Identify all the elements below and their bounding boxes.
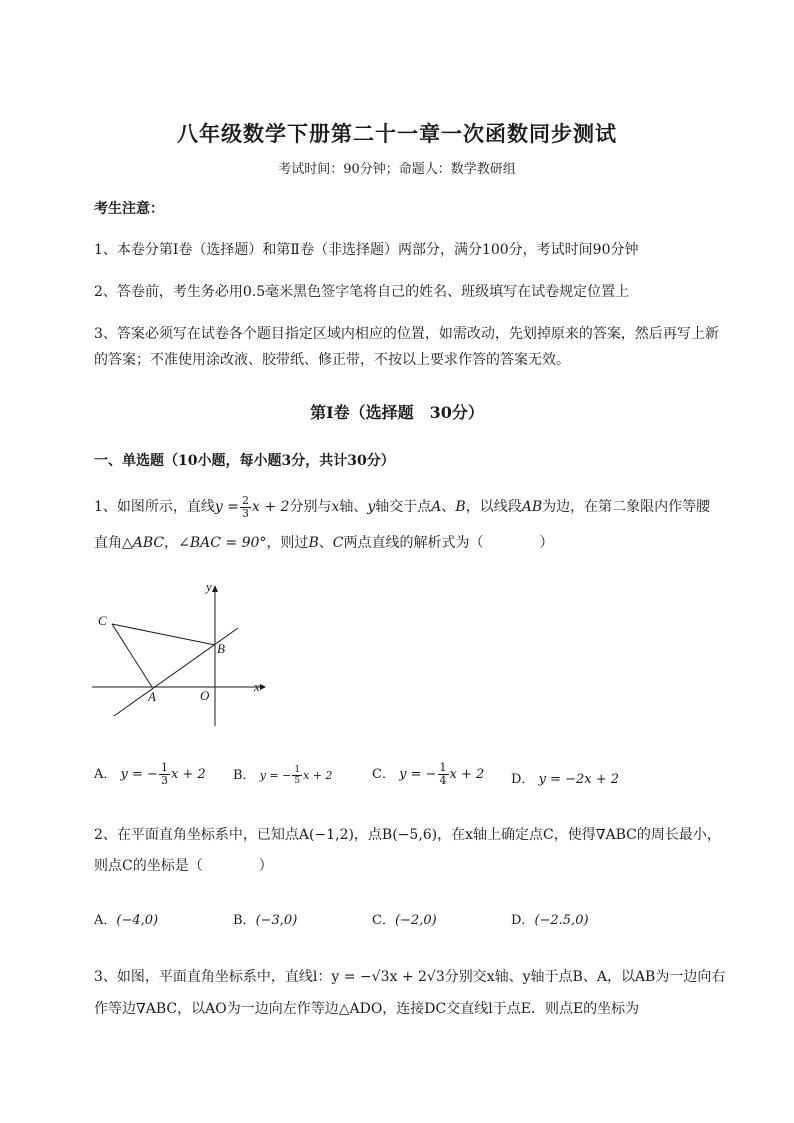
label-y: y (206, 579, 212, 594)
q1-point-b: B (455, 499, 466, 515)
option-fraction (292, 765, 302, 786)
q1-angle: ∠BAC = 90° (178, 535, 267, 551)
q1-eq-fraction (240, 495, 251, 520)
q1-text: 为边，在第二象限内作等腰 (542, 499, 711, 515)
segment-ca (112, 624, 152, 687)
option-letter: C． (372, 913, 395, 928)
q1-point-b2: B (308, 535, 319, 551)
frac-den: 5 (294, 776, 301, 786)
q1-text: ，则过 (266, 535, 309, 551)
option-expr-post: x + 2 (449, 767, 485, 782)
note-3-line1: 3、答案必须写在试卷各个题目指定区域内相应的位置，如需改动，先划掉原来的答案，然后再写上新 (94, 326, 719, 342)
note-3-line2: 的答案；不准使用涂改液、胶带纸、修正带，不按以上要求作答的答案无效。 (94, 352, 570, 368)
frac-num: 1 (294, 765, 301, 775)
q1-text: 轴交于点 (375, 499, 432, 515)
part-heading: 一、单选题（10小题，每小题3分，共计30分） (94, 453, 395, 469)
q1-figure (88, 578, 268, 728)
q1-triangle: △ABC (122, 535, 165, 551)
option-expr: (−2.5,0) (534, 913, 589, 928)
q1-text: 两点直线的解析式为（ ） (343, 535, 554, 551)
question-3-line1: 3、如图，平面直角坐标系中，直线l：y = −√3x + 2√3分别交x轴、y轴于点B、A，以AB为一边向右 (94, 969, 726, 985)
q1-option-c[interactable] (372, 762, 484, 787)
note-1: 1、本卷分第Ⅰ卷（选择题）和第Ⅱ卷（非选择题）两部分，满分100分，考试时间90分钟 (94, 242, 639, 258)
label-a: A (148, 689, 156, 704)
option-expr: (−3,0) (255, 913, 298, 928)
q2-option-d[interactable] (511, 909, 589, 928)
q1-text: 、 (441, 499, 456, 515)
option-letter: A． (94, 767, 117, 782)
option-letter: B． (233, 913, 256, 928)
option-letter: A． (94, 913, 117, 928)
frac-den: 3 (160, 774, 168, 787)
y-axis-arrow (212, 585, 218, 592)
label-c: C (98, 613, 107, 628)
question-1-line1 (94, 494, 710, 520)
option-expr-pre: y = − (120, 767, 158, 782)
note-2: 2、答卷前，考生务必用0.5毫米黑色签字笔将自己的姓名、班级填写在试卷规定位置上 (94, 284, 630, 300)
q2-option-a[interactable] (94, 909, 158, 928)
q1-text: ，以线段 (465, 499, 522, 515)
q1-text: 直角 (94, 535, 122, 551)
q1-option-d[interactable] (511, 768, 619, 787)
q1-eq-den: 3 (242, 506, 250, 520)
q2-option-b[interactable] (233, 909, 297, 928)
option-expr-pre: y = − (399, 767, 437, 782)
option-expr-post: x + 2 (170, 767, 206, 782)
option-fraction (438, 762, 449, 787)
exam-subtitle: 考试时间：90分钟；命题人：数学教研组 (278, 162, 516, 177)
x-axis-arrow (260, 684, 266, 690)
q1-text: 、 (318, 535, 333, 551)
q1-x: x (331, 499, 340, 515)
q1-segment-ab: AB (521, 499, 543, 515)
q1-text: 轴、 (339, 499, 368, 515)
q1-point-c: C (332, 535, 344, 551)
label-o: O (200, 688, 210, 703)
option-expr: (−2,0) (394, 913, 437, 928)
q2-option-c[interactable] (372, 909, 437, 928)
notes-heading: 考生注意： (94, 201, 164, 217)
q1-point-a: A (431, 499, 442, 515)
option-expr-post: x + 2 (303, 769, 333, 782)
question-1-line2 (94, 530, 553, 556)
q1-option-b[interactable] (233, 764, 333, 786)
option-letter: D． (511, 913, 535, 928)
q1-option-a[interactable] (94, 762, 206, 787)
frac-num: 1 (439, 761, 447, 774)
option-fraction (159, 762, 170, 787)
option-letter: B． (233, 768, 256, 783)
option-letter: C． (372, 767, 395, 782)
question-2-line1: 2、在平面直角坐标系中，已知点A(−1,2)，点B(−5,6)，在x轴上确定点C，使得∇ABC的周长最小， (94, 827, 721, 843)
q1-text: ， (164, 535, 179, 551)
option-expr: (−4,0) (116, 913, 159, 928)
q1-eq-y: y = (214, 499, 240, 515)
section-title: 第Ⅰ卷（选择题 30分） (310, 403, 484, 422)
q1-eq-num: 2 (242, 493, 250, 507)
q1-eq-tail: x + 2 (252, 499, 290, 515)
q1-y: y (367, 499, 376, 515)
question-3-line2: 作等边∇ABC，以AO为一边向左作等边△ADO，连接DC交直线l于点E．则点E的坐标为 (94, 1001, 640, 1017)
option-expr-pre: y = − (259, 769, 292, 782)
label-x: x (254, 679, 260, 694)
segment-cb (112, 624, 215, 645)
label-b: B (217, 641, 225, 656)
option-letter: D． (511, 772, 535, 787)
q1-text: 1、如图所示，直线 (94, 499, 215, 515)
q1-text: 分别与 (289, 499, 332, 515)
page-title: 八年级数学下册第二十一章一次函数同步测试 (177, 121, 617, 146)
option-expr: y = −2x + 2 (538, 772, 620, 787)
question-2-line2: 则点C的坐标是（ ） (94, 858, 273, 874)
frac-num: 1 (160, 761, 168, 774)
frac-den: 4 (439, 774, 447, 787)
